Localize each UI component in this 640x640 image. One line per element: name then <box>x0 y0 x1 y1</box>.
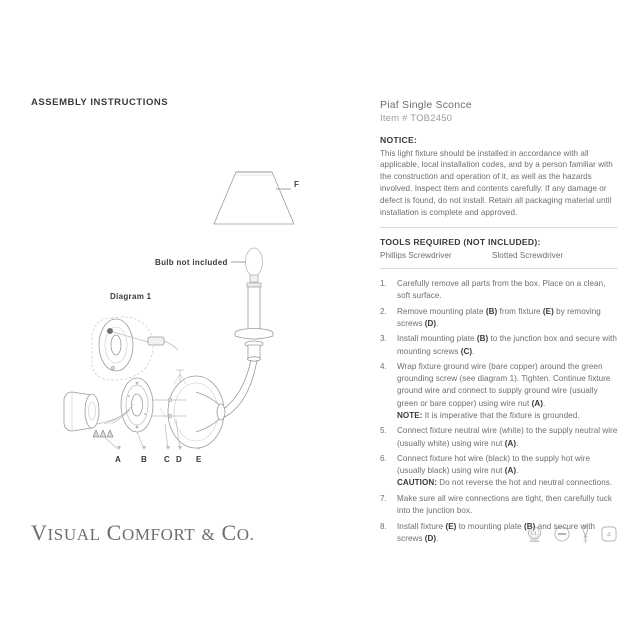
ul-listed-seal-icon <box>525 525 544 544</box>
step-text: Carefully remove all parts from the box. Place on a clean, soft surface. <box>397 278 606 300</box>
brand-o: O. <box>236 525 255 544</box>
instruction-step <box>380 493 618 517</box>
bulb-not-included-label: Bulb not included <box>155 258 228 267</box>
dry-location-icon <box>553 525 571 543</box>
steps-list <box>380 278 618 545</box>
instruction-step <box>380 425 618 449</box>
candle-bulb-icon <box>580 524 591 544</box>
exploded-assembly-diagram <box>0 0 360 480</box>
callout-label-a: A <box>115 455 122 464</box>
step-number: 5. <box>380 426 387 436</box>
divider-notice <box>380 227 618 228</box>
tool-phillips-screwdriver: Phillips Screwdriver <box>380 250 452 260</box>
step-note: NOTE: It is imperative that the fixture is grounded. <box>397 410 580 420</box>
step-text: Connect fixture hot wire (black) to the supply hot wire (usually black) using wire nut (A). CAUTION: Do not reverse the hot and neutral connections. <box>397 453 618 489</box>
step-text: Wrap fixture ground wire (bare copper) around the green grounding screw (see diagram 1). Tighten. Continue fixture ground wire and connect to supply ground wire (usually green or bare copper) using wire nut (A). NOTE: It is imperative that the fixture is grounded. <box>397 361 618 422</box>
callout-label-b: B <box>141 455 148 464</box>
tool-slotted-screwdriver: Slotted Screwdriver <box>492 250 564 260</box>
callout-label-d: D <box>176 455 183 464</box>
step-note: CAUTION: Do not reverse the hot and neutral connections. <box>397 478 613 488</box>
step-number: 1. <box>380 278 387 288</box>
instruction-step <box>380 361 618 422</box>
svg-text:UL: UL <box>530 530 539 537</box>
step-number: 2. <box>380 306 387 316</box>
lamp-count-4-icon <box>600 525 618 543</box>
brand-c2: C <box>221 520 237 545</box>
callout-label-c: C <box>164 455 171 464</box>
callout-label-f: F <box>294 180 300 189</box>
brand-logo <box>31 520 254 546</box>
brand-omfort: OMFORT <box>121 525 196 544</box>
certification-icons <box>525 524 618 544</box>
brand-c: C <box>106 520 122 545</box>
tools-list <box>380 251 618 260</box>
step-number: 7. <box>380 494 387 504</box>
instruction-step <box>380 306 618 330</box>
step-number: 4. <box>380 362 387 372</box>
callout-label-e: E <box>196 455 202 464</box>
step-text: Connect fixture neutral wire (white) to the supply neutral wire (usually white) using wire nut (A). <box>397 426 618 448</box>
tools-required-heading: TOOLS REQUIRED (NOT INCLUDED): <box>380 236 541 247</box>
brand-ampersand: & <box>201 525 216 544</box>
product-name: Piaf Single Sconce <box>380 99 472 111</box>
instruction-step <box>380 278 618 302</box>
step-text: Install mounting plate (B) to the junction box and secure with mounting screws (C). <box>397 334 617 356</box>
notice-body: This light fixture should be installed in accordance with all applicable, local installation codes, and by a person familiar with the construction and operation of it, as well as the hazards involved. Inspect item and contents carefully. If any damage or defect is found, do not install. Retain all packaging material until installation is complete and approved. <box>380 148 613 217</box>
lamp-count-value: 4 <box>607 531 611 539</box>
divider-tools <box>380 268 618 269</box>
diagram-1-label: Diagram 1 <box>110 292 152 301</box>
notice-heading: NOTICE: <box>380 134 418 145</box>
step-text: Make sure all wire connections are tight, then carefully tuck into the junction box. <box>397 494 612 516</box>
assembly-instructions-title: ASSEMBLY INSTRUCTIONS <box>31 97 169 108</box>
brand-isual: ISUAL <box>47 525 101 544</box>
step-number: 8. <box>380 521 387 531</box>
step-text: Remove mounting plate (B) from fixture (E) by removing screws (D). <box>397 306 601 328</box>
item-number: Item # TOB2450 <box>380 113 453 125</box>
instruction-step <box>380 453 618 489</box>
instruction-step <box>380 333 618 357</box>
step-number: 6. <box>380 454 387 464</box>
brand-v: V <box>31 520 48 545</box>
step-text: Install fixture (E) to mounting plate (B) and secure with screws (D). <box>397 521 596 544</box>
instructions-column <box>380 98 618 549</box>
step-number: 3. <box>380 334 387 344</box>
